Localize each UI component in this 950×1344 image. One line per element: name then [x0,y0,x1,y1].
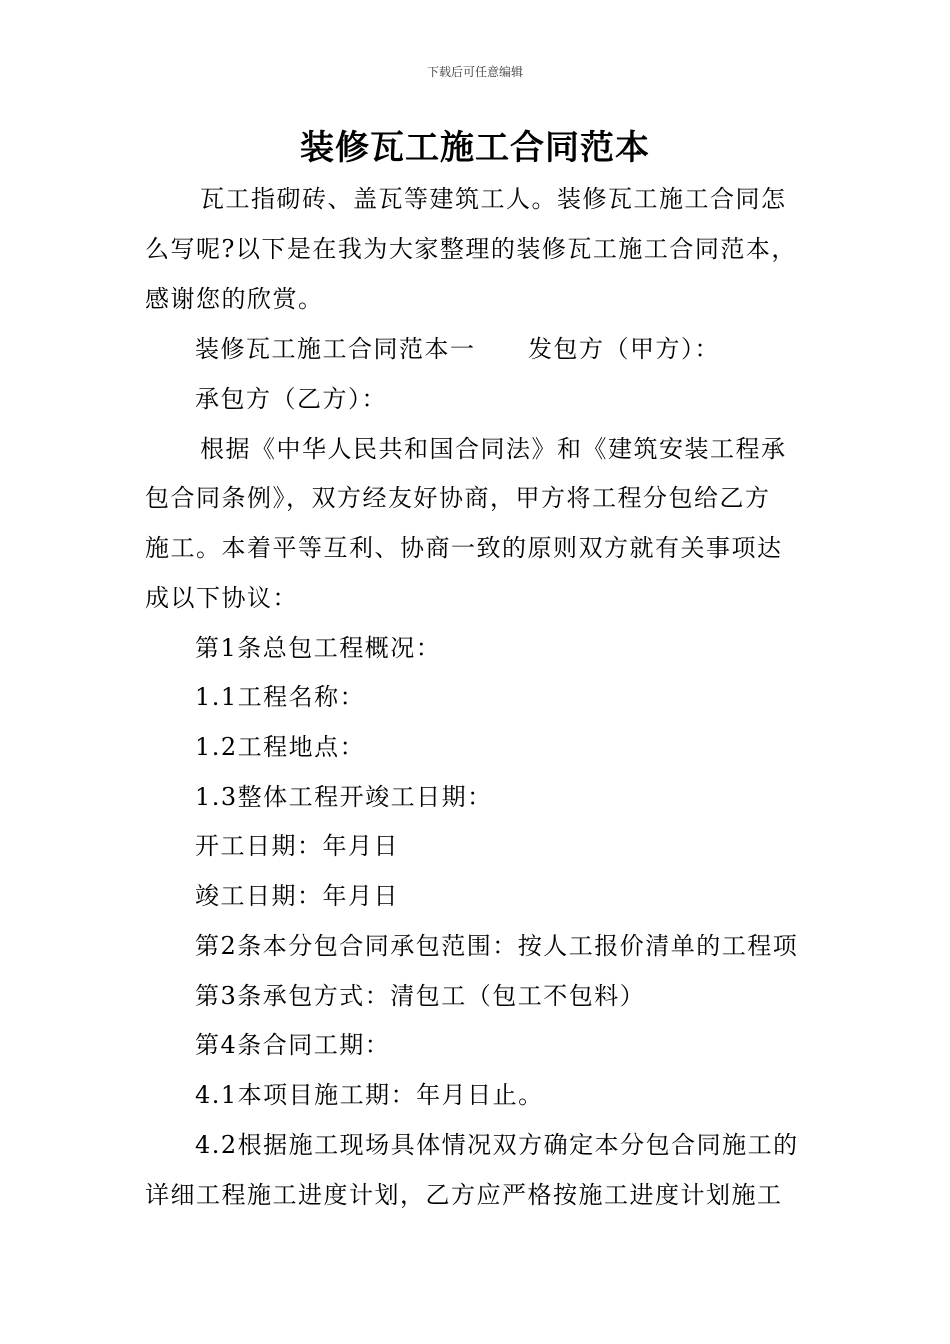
clause-heading: 第1条总包工程概况： [195,634,442,662]
clause-item: 竣工日期：年月日 [195,882,399,910]
party-b-label: 承包方（乙方）： [195,385,387,413]
clause-item: 4.1本项目施工期：年月日止。 [195,1081,544,1109]
clause-item: 1.1工程名称： [195,683,366,711]
paragraph-line: 根据《中华人民共和国合同法》和《建筑安装工程承 [200,435,787,463]
paragraph-line: 详细工程施工进度计划，乙方应严格按施工进度计划施工 [145,1181,783,1209]
paragraph-line: 成以下协议： [145,584,298,612]
paragraph-line: 么写呢?以下是在我为大家整理的装修瓦工施工合同范本， [145,235,797,263]
document-title: 装修瓦工施工合同范本 [300,128,650,168]
paragraph-line: 施工。本着平等互利、协商一致的原则双方就有关事项达 [145,534,783,562]
clause-heading: 第3条承包方式：清包工（包工不包料） [195,982,646,1010]
clause-item: 1.3整体工程开竣工日期： [195,783,493,811]
paragraph-line: 包合同条例》，双方经友好协商，甲方将工程分包给乙方 [145,484,771,512]
header-note: 下载后可任意编辑 [426,65,523,79]
clause-heading: 第4条合同工期： [195,1031,391,1059]
paragraph-line: 感谢您的欣赏。 [145,285,324,313]
clause-heading: 第2条本分包合同承包范围：按人工报价清单的工程项 [195,932,799,960]
clause-item: 4.2根据施工现场具体情况双方确定本分包合同施工的 [195,1131,799,1159]
paragraph-line: 瓦工指砌砖、盖瓦等建筑工人。装修瓦工施工合同怎 [200,185,787,213]
section-heading: 装修瓦工施工合同范本一 [195,335,476,363]
clause-item: 开工日期：年月日 [195,832,399,860]
party-a-label: 发包方（甲方）： [528,335,720,363]
clause-item: 1.2工程地点： [195,733,366,761]
